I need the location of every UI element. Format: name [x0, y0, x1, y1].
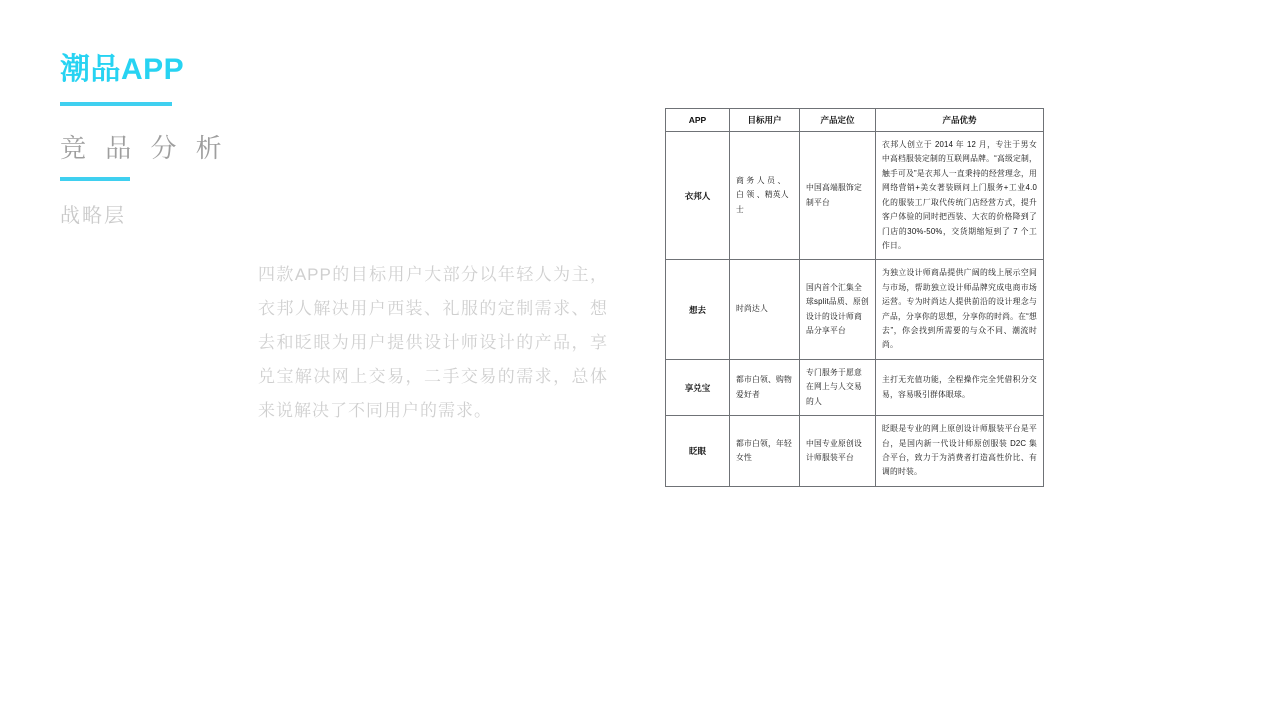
cell-target-users: 时尚达人	[730, 260, 800, 360]
sub-title: 战略层	[60, 205, 126, 227]
table-row	[666, 359, 1044, 415]
title-divider	[60, 102, 172, 106]
column-header-app: APP	[666, 109, 730, 132]
section-title: 竞 品 分 析	[60, 133, 228, 163]
column-header-users: 目标用户	[730, 109, 800, 132]
competitor-table-wrapper	[665, 108, 1043, 487]
cell-product-advantage: 主打无充值功能，全程操作完全凭借积分交易，容易吸引群体眼球。	[876, 359, 1044, 415]
cell-product-position: 中国高端服饰定制平台	[800, 132, 876, 260]
cell-app-name: 想去	[666, 260, 730, 360]
cell-product-position: 专门服务于愿意在网上与人交易的人	[800, 359, 876, 415]
cell-target-users: 商 务 人 员 、 白 领 、精英人士	[730, 132, 800, 260]
cell-app-name: 眨眼	[666, 416, 730, 487]
table-row	[666, 260, 1044, 360]
cell-app-name: 享兑宝	[666, 359, 730, 415]
body-paragraph: 四款APP的目标用户大部分以年轻人为主，衣邦人解决用户西装、礼服的定制需求、想去和眨眼为用户提供设计师设计的产品，享兑宝解决网上交易，二手交易的需求，总体来说解决了不同用户的需求。	[258, 265, 608, 420]
left-text-column	[60, 52, 608, 428]
cell-product-advantage: 衣邦人创立于 2014 年 12 月，专注于男女中高档服装定制的互联网品牌。“高级定制，触手可及”是衣邦人一直秉持的经营理念，用网络营销+美女著装顾问上门服务+工业4.0 化的服装工厂取代传统门店经营方式，提升客户体验的同时把西装、大衣的价格降到了门店的30%-50%，交货期缩短到了 7 个工作日。	[876, 132, 1044, 260]
cell-target-users: 都市白领，年轻女性	[730, 416, 800, 487]
page-title: 潮品APP	[60, 53, 185, 86]
cell-app-name: 衣邦人	[666, 132, 730, 260]
column-header-advantage: 产品优势	[876, 109, 1044, 132]
cell-product-position: 国内首个汇集全球split品质、原创设计的设计师商品分享平台	[800, 260, 876, 360]
table-header-row	[666, 109, 1044, 132]
section-divider	[60, 177, 130, 181]
cell-product-advantage: 为独立设计师商品提供广阔的线上展示空间与市场，帮助独立设计师品牌究成电商市场运营。专为时尚达人提供前沿的设计理念与产品，分享你的思想，分享你的时尚。在“想去”，你会找到所需要的与众不同、潮流时尚。	[876, 260, 1044, 360]
table-row	[666, 132, 1044, 260]
table-row	[666, 416, 1044, 487]
competitor-table	[665, 108, 1044, 487]
cell-product-advantage: 眨眼是专业的网上原创设计师服装平台是平台，是国内新一代设计师原创服装 D2C 集合平台，致力于为消费者打造高性价比、有调的时装。	[876, 416, 1044, 487]
cell-target-users: 都市白领、购物爱好者	[730, 359, 800, 415]
cell-product-position: 中国专业原创设计师服装平台	[800, 416, 876, 487]
column-header-position: 产品定位	[800, 109, 876, 132]
